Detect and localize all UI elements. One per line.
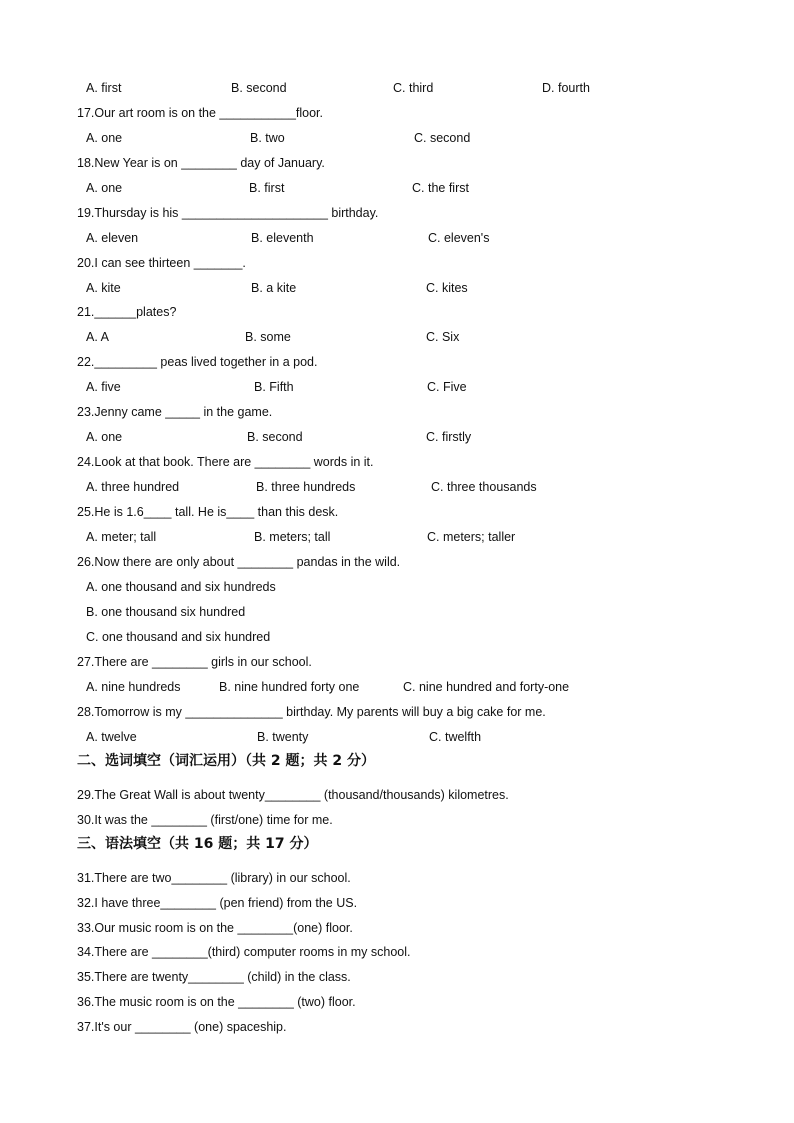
question-text: 19.Thursday is his _____________________ birthday. <box>77 206 379 220</box>
answer-option: C. one thousand and six hundred <box>86 630 271 644</box>
answer-option: C. meters; taller <box>427 530 516 544</box>
answer-option: A. kite <box>86 281 121 295</box>
answer-option: C. twelfth <box>429 730 482 744</box>
answer-option: B. twenty <box>257 730 309 744</box>
question-text: 21.______plates? <box>77 305 177 319</box>
answer-option: B. second <box>231 81 287 95</box>
question-text: 35.There are twenty________ (child) in the class. <box>77 970 351 984</box>
question-text: 18.New Year is on ________ day of January. <box>77 156 325 170</box>
question-text: 32.I have three________ (pen friend) from the US. <box>77 896 358 910</box>
answer-option: C. the first <box>412 181 469 195</box>
question-text: 27.There are ________ girls in our school. <box>77 655 312 669</box>
answer-option: C. three thousands <box>431 480 537 494</box>
answer-option: B. nine hundred forty one <box>219 680 360 694</box>
answer-option: A. three hundred <box>86 480 180 494</box>
question-text: 36.The music room is on the ________ (two) floor. <box>77 995 356 1009</box>
section-heading: 二、选词填空（词汇运用）（共 2 题；共 2 分） <box>77 753 375 769</box>
question-text: 20.I can see thirteen _______. <box>77 256 246 270</box>
answer-option: B. two <box>250 131 285 145</box>
question-text: 37.It's our ________ (one) spaceship. <box>77 1020 287 1034</box>
question-text: 30.It was the ________ (first/one) time for me. <box>77 813 333 827</box>
question-text: 33.Our music room is on the ________(one) floor. <box>77 921 353 935</box>
answer-option: B. Fifth <box>254 380 294 394</box>
answer-option: B. some <box>245 330 291 344</box>
answer-option: B. eleventh <box>251 231 314 245</box>
answer-option: C. eleven's <box>428 231 490 245</box>
answer-option: B. three hundreds <box>256 480 356 494</box>
question-text: 26.Now there are only about ________ pandas in the wild. <box>77 555 401 569</box>
question-text: 17.Our art room is on the ___________floor. <box>77 106 323 120</box>
answer-option: C. nine hundred and forty-one <box>403 680 570 694</box>
question-text: 34.There are ________(third) computer rooms in my school. <box>77 945 411 959</box>
question-text: 22._________ peas lived together in a pod. <box>77 355 318 369</box>
answer-option: C. Six <box>426 330 460 344</box>
answer-option: B. one thousand six hundred <box>86 605 246 619</box>
answer-option: A. nine hundreds <box>86 680 181 694</box>
answer-option: D. fourth <box>542 81 590 95</box>
answer-option: C. third <box>393 81 434 95</box>
section-heading: 三、语法填空（共 16 题；共 17 分） <box>77 836 318 852</box>
answer-option: A. one <box>86 131 123 145</box>
answer-option: A. five <box>86 380 121 394</box>
answer-option: A. one <box>86 430 123 444</box>
question-text: 24.Look at that book. There are ________ words in it. <box>77 455 374 469</box>
question-text: 23.Jenny came _____ in the game. <box>77 405 273 419</box>
answer-option: A. one <box>86 181 123 195</box>
answer-option: C. Five <box>427 380 467 394</box>
answer-option: B. first <box>249 181 285 195</box>
answer-option: A. twelve <box>86 730 137 744</box>
question-text: 28.Tomorrow is my ______________ birthday. My parents will buy a big cake for me. <box>77 705 546 719</box>
answer-option: C. second <box>414 131 471 145</box>
answer-option: A. meter; tall <box>86 530 157 544</box>
answer-option: C. firstly <box>426 430 472 444</box>
question-text: 29.The Great Wall is about twenty________ (thousand/thousands) kilometres. <box>77 788 509 802</box>
answer-option: A. first <box>86 81 122 95</box>
answer-option: B. a kite <box>251 281 297 295</box>
answer-option: A. A <box>86 330 109 344</box>
answer-option: B. meters; tall <box>254 530 331 544</box>
question-text: 31.There are two________ (library) in our school. <box>77 871 351 885</box>
answer-option: C. kites <box>426 281 468 295</box>
answer-option: A. eleven <box>86 231 139 245</box>
question-text: 25.He is 1.6____ tall. He is____ than this desk. <box>77 505 339 519</box>
answer-option: B. second <box>247 430 303 444</box>
answer-option: A. one thousand and six hundreds <box>86 580 276 594</box>
